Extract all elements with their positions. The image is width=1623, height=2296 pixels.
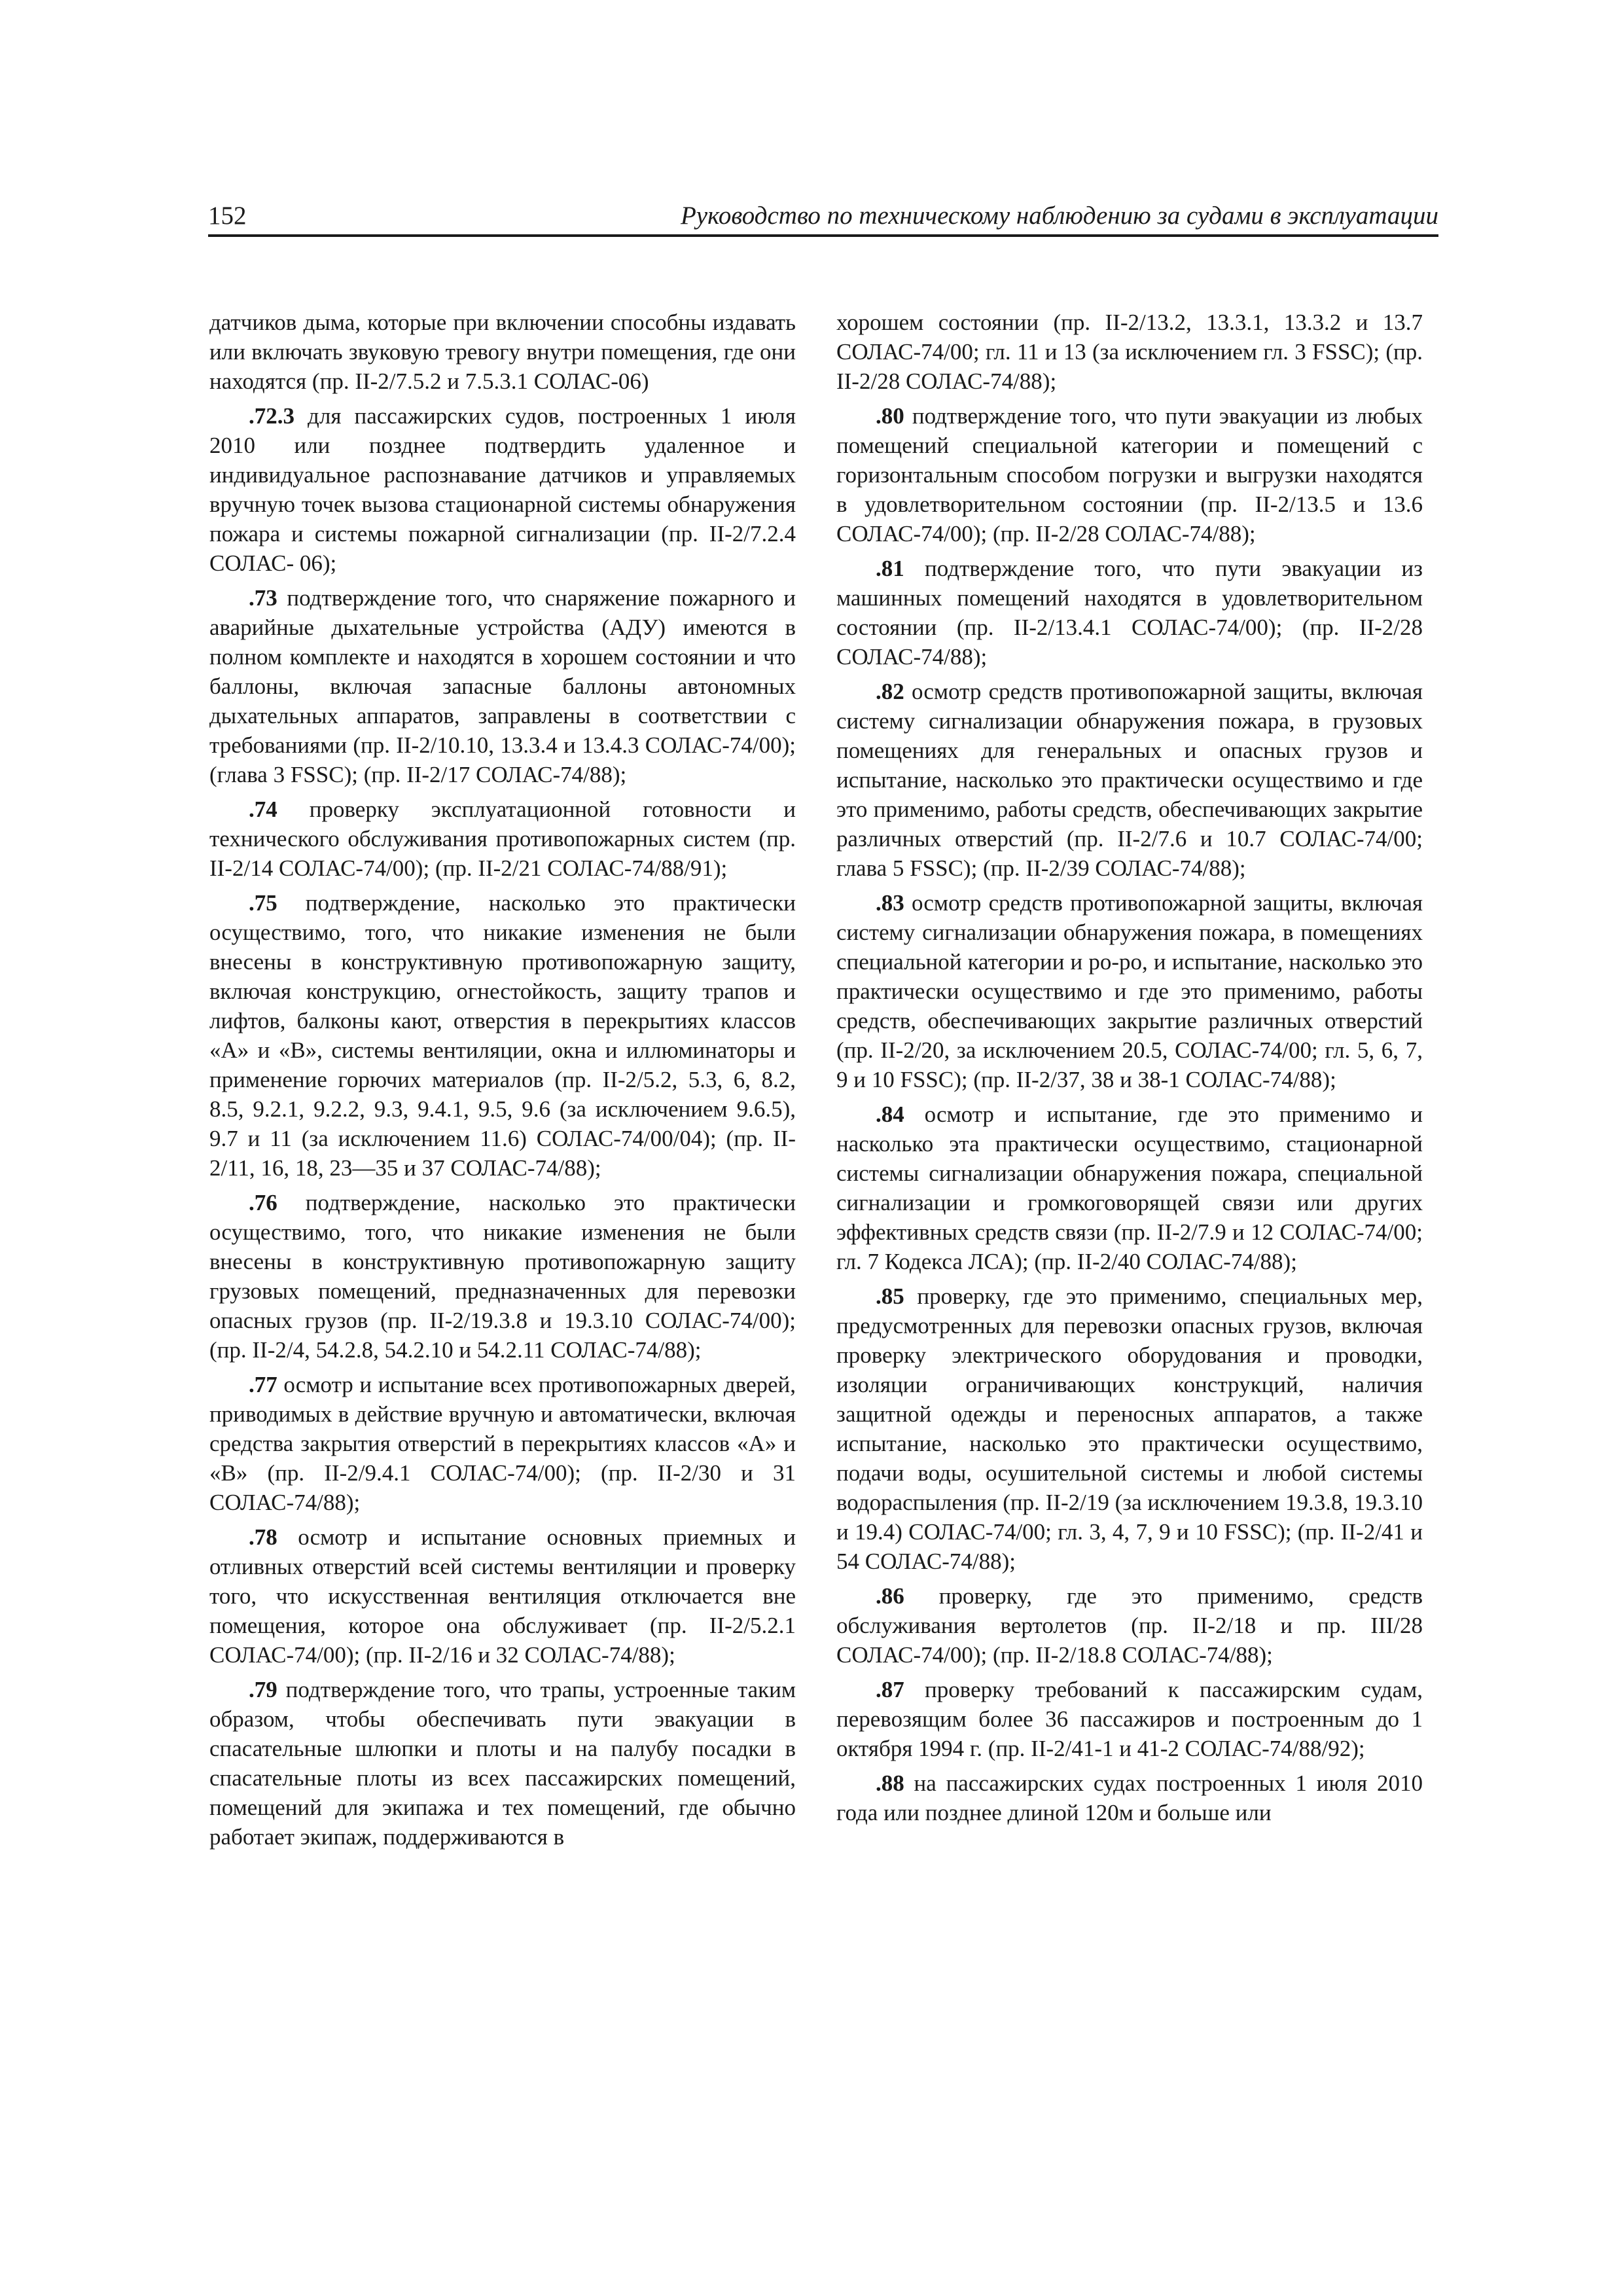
- running-title: Руководство по техническому наблюдению за судами в эксплуатации: [680, 202, 1438, 230]
- page-number: 152: [208, 202, 247, 230]
- item-number: .83: [876, 890, 904, 916]
- paragraph-text: проверку, где это применимо, средств обслуживания вертолетов (пр. II-2/18 и пр. III/28 СОЛАС-74/00); (пр. II-2/18.8 СОЛАС-74/88);: [836, 1583, 1423, 1668]
- paragraph-text: проверку эксплуатационной готовности и технического обслуживания противопожарных систем (пр. II-2/14 СОЛАС-74/00); (пр. II-2/21 СОЛАС-74/88/91);: [209, 797, 796, 881]
- paragraph: [836, 888, 1423, 1094]
- paragraph: [209, 1188, 796, 1365]
- paragraph-text: подтверждение того, что пути эвакуации из машинных помещений находятся в удовлетворительном состоянии (пр. II-2/13.4.1 СОЛАС-74/00); (пр. II-2/28 СОЛАС-74/88);: [836, 556, 1423, 670]
- paragraph-text: осмотр и испытание всех противопожарных дверей, приводимых в действие вручную и автоматически, включая средства закрытия отверстий в перекрытиях классов «А» и «В» (пр. II-2/9.4.1 СОЛАС-74/00); (пр. II-2/30 и 31 СОЛАС-74/88);: [209, 1372, 796, 1515]
- item-number: .81: [876, 556, 904, 581]
- paragraph-text: осмотр средств противопожарной защиты, включая систему сигнализации обнаружения пожара, в грузовых помещениях для генеральных и опасных грузов и испытание, насколько это практически осуществимо и где это применимо, работы средств, обеспечивающих закрытие различных отверстий (пр. II-2/7.6 и 10.7 СОЛАС-74/00; глава 5 FSSC); (пр. II-2/39 СОЛАС-74/88);: [836, 679, 1423, 881]
- paragraph: [836, 308, 1423, 396]
- item-number: .84: [876, 1102, 904, 1127]
- paragraph: [209, 1370, 796, 1517]
- item-number: .72.3: [249, 403, 294, 429]
- paragraph-text: подтверждение того, что снаряжение пожарного и аварийные дыхательные устройства (АДУ) имеются в полном комплекте и находятся в хорошем состоянии и что баллоны, включая запасные баллоны автономных дыхательных аппаратов, заправлены в соответствии с требованиями (пр. II-2/10.10, 13.3.4 и 13.4.3 СОЛАС-74/00); (глава 3 FSSC); (пр. II-2/17 СОЛАС-74/88);: [209, 585, 796, 787]
- item-number: .77: [249, 1372, 277, 1397]
- paragraph-text: проверку, где это применимо, специальных мер, предусмотренных для перевозки опасных грузов, включая проверку электрического оборудования и проводки, изоляции ограничивающих конструкций, наличия защитной одежды и переносных аппаратов, а также испытание, насколько это практически осуществимо, подачи воды, осушительной системы и любой системы водораспыления (пр. II-2/19 (за исключением 19.3.8, 19.3.10 и 19.4) СОЛАС-74/00; гл. 3, 4, 7, 9 и 10 FSSC); (пр. II-2/41 и 54 СОЛАС-74/88);: [836, 1283, 1423, 1574]
- paragraph: [209, 1522, 796, 1670]
- item-number: .80: [876, 403, 904, 429]
- paragraph: [836, 1282, 1423, 1576]
- item-number: .78: [249, 1524, 277, 1550]
- paragraph: [209, 583, 796, 789]
- paragraph: [209, 1675, 796, 1852]
- item-number: .73: [249, 585, 277, 611]
- paragraph: [209, 795, 796, 883]
- paragraph-text: осмотр и испытание основных приемных и отливных отверстий всей системы вентиляции и проверку того, что искусственная вентиляция отключается вне помещения, которое она обслуживает (пр. II-2/5.2.1 СОЛАС-74/00); (пр. II-2/16 и 32 СОЛАС-74/88);: [209, 1524, 796, 1668]
- item-number: .75: [249, 890, 277, 916]
- paragraph: [836, 1768, 1423, 1827]
- paragraph-text: хорошем состоянии (пр. II-2/13.2, 13.3.1, 13.3.2 и 13.7 СОЛАС-74/00; гл. 11 и 13 (за исключением гл. 3 FSSC); (пр. II-2/28 СОЛАС-74/88);: [836, 310, 1423, 394]
- paragraph-text: подтверждение того, что пути эвакуации из любых помещений специальной категории и помещений с горизонтальным способом погрузки и выгрузки находятся в удовлетворительном состоянии (пр. II-2/13.5 и 13.6 СОЛАС-74/00); (пр. II-2/28 СОЛАС-74/88);: [836, 403, 1423, 547]
- left-column: [209, 308, 796, 1857]
- item-number: .85: [876, 1283, 904, 1309]
- paragraph: [209, 401, 796, 578]
- paragraph-text: осмотр средств противопожарной защиты, включая систему сигнализации обнаружения пожара, в помещениях специальной категории и ро-ро, и испытание, насколько это практически осуществимо и где это применимо, работы средств, обеспечивающих закрытие различных отверстий (пр. II-2/20, за исключением 20.5, СОЛАС-74/00; гл. 5, 6, 7, 9 и 10 FSSC); (пр. II-2/37, 38 и 38-1 СОЛАС-74/88);: [836, 890, 1423, 1092]
- paragraph-text: подтверждение того, что трапы, устроенные таким образом, чтобы обеспечивать пути эвакуации в спасательные шлюпки и плоты и на палубу посадки в спасательные плоты из всех пассажирских помещений, помещений для экипажа и тех помещений, где обычно работает экипаж, поддерживаются в: [209, 1677, 796, 1850]
- paragraph: [836, 401, 1423, 548]
- paragraph-text: для пассажирских судов, построенных 1 июля 2010 или позднее подтвердить удаленное и индивидуальное распознавание датчиков и управляемых вручную точек вызова стационарной системы обнаружения пожара и системы пожарной сигнализации (пр. II-2/7.2.4 СОЛАС- 06);: [209, 403, 796, 576]
- paragraph: [836, 677, 1423, 883]
- item-number: .74: [249, 797, 277, 822]
- item-number: .88: [876, 1770, 904, 1796]
- item-number: .86: [876, 1583, 904, 1609]
- paragraph: [836, 1675, 1423, 1763]
- paragraph-text: подтверждение, насколько это практически осуществимо, того, что никакие изменения не были внесены в конструктивную противопожарную защиту грузовых помещений, предназначенных для перевозки опасных грузов (пр. II-2/19.3.8 и 19.3.10 СОЛАС-74/00); (пр. II-2/4, 54.2.8, 54.2.10 и 54.2.11 СОЛАС-74/88);: [209, 1190, 796, 1363]
- paragraph: [836, 1100, 1423, 1276]
- item-number: .87: [876, 1677, 904, 1702]
- paragraph-text: датчиков дыма, которые при включении способны издавать или включать звуковую тревогу внутри помещения, где они находятся (пр. II-2/7.5.2 и 7.5.3.1 СОЛАС-06): [209, 310, 796, 394]
- paragraph: [836, 554, 1423, 672]
- item-number: .79: [249, 1677, 277, 1702]
- paragraph: [209, 888, 796, 1183]
- paragraph-text: проверку требований к пассажирским судам, перевозящим более 36 пассажиров и построенным до 1 октября 1994 г. (пр. II-2/41-1 и 41-2 СОЛАС-74/88/92);: [836, 1677, 1423, 1761]
- paragraph-text: осмотр и испытание, где это применимо и насколько эта практически осуществимо, стационарной системы сигнализации обнаружения пожара, специальной сигнализации и громкоговорящей связи или других эффективных средств связи (пр. II-2/7.9 и 12 СОЛАС-74/00; гл. 7 Кодекса ЛСА); (пр. II-2/40 СОЛАС-74/88);: [836, 1102, 1423, 1274]
- paragraph-text: подтверждение, насколько это практически осуществимо, того, что никакие изменения не были внесены в конструктивную противопожарную защиту, включая конструкцию, огнестойкость, защиту трапов и лифтов, балконы кают, отверстия в перекрытиях классов «А» и «В», системы вентиляции, окна и иллюминаторы и применение горючих материалов (пр. II-2/5.2, 5.3, 6, 8.2, 8.5, 9.2.1, 9.2.2, 9.3, 9.4.1, 9.5, 9.6 (за исключением 9.6.5), 9.7 и 11 (за исключением 11.6) СОЛАС-74/00/04); (пр. II-2/11, 16, 18, 23—35 и 37 СОЛАС-74/88);: [209, 890, 796, 1181]
- page-header: [208, 200, 1438, 237]
- paragraph-text: на пассажирских судах построенных 1 июля 2010 года или позднее длиной 120м и больше или: [836, 1770, 1423, 1825]
- item-number: .76: [249, 1190, 277, 1215]
- paragraph: [209, 308, 796, 396]
- item-number: .82: [876, 679, 904, 704]
- right-column: [836, 308, 1423, 1833]
- paragraph: [836, 1581, 1423, 1670]
